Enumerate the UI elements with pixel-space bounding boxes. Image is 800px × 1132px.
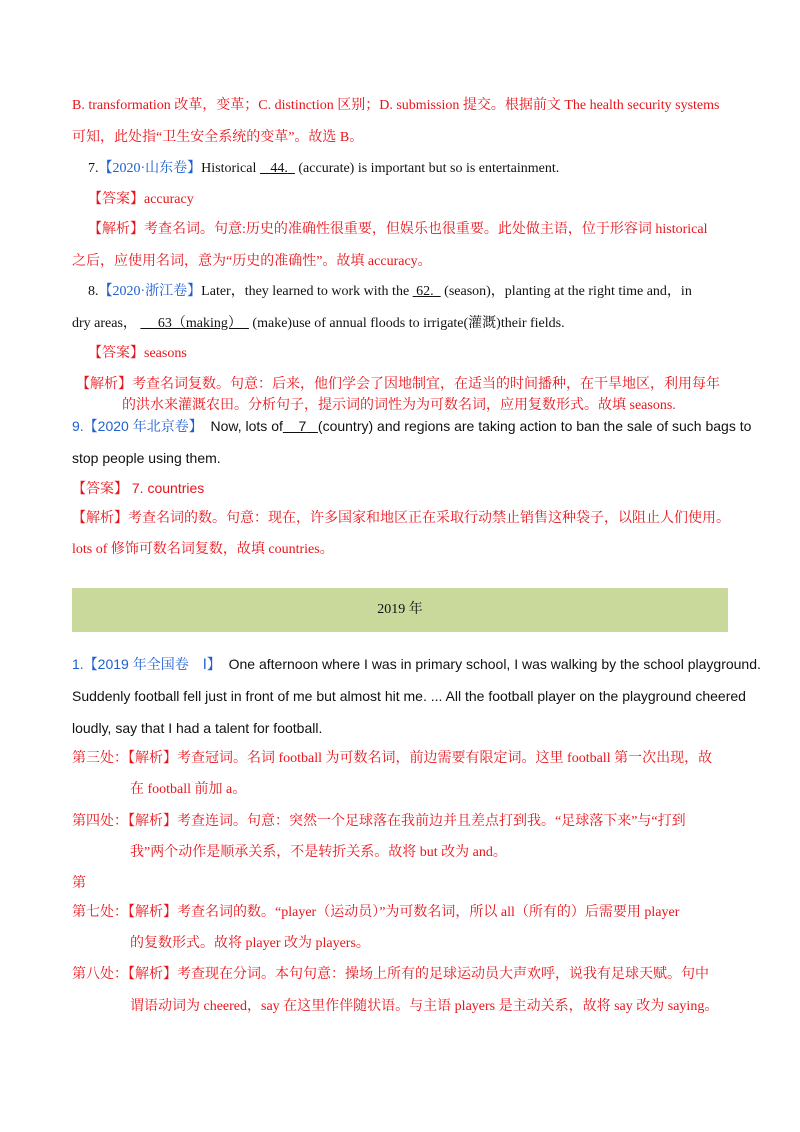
- answer-line: 【答案】 7. countries: [72, 480, 205, 496]
- correction-line: 的复数形式。故将 player 改为 players。: [130, 936, 370, 951]
- correction-line: 第: [72, 876, 86, 891]
- explanation-line: 【解析】考查名词的数。句意：现在，许多国家和地区正在采取行动禁止销售这种袋子，以阻止人们使用。: [72, 511, 730, 526]
- question-number: 8.: [88, 284, 99, 299]
- year-section-header: [72, 588, 728, 632]
- answer-line: 【答案】seasons: [88, 346, 187, 361]
- year-label: 2019 年: [377, 602, 423, 617]
- question-text: Later，they learned to work with the: [201, 284, 410, 299]
- question-text: (season)，planting at the right time and，in: [444, 284, 692, 299]
- correction-line: 我”两个动作是顺承关系，不是转折关系。故将 but 改为 and。: [130, 845, 507, 860]
- correction-line: 第七处：【解析】考查名词的数。“player（运动员）”为可数名词，所以 all（所有的）后需要用 player: [72, 905, 680, 920]
- question-text: (make)use of annual floods to irrigate(灌溉)their fields.: [252, 316, 565, 331]
- question-source: 9.【2020 年北京卷】: [72, 418, 203, 434]
- question-7: [88, 159, 559, 179]
- answer-line: 【答案】accuracy: [88, 192, 194, 207]
- question-9: [72, 416, 751, 436]
- correction-line: 谓语动词为 cheered，say 在这里作伴随状语。与主语 players 是主动关系，故将 say 改为 saying。: [130, 999, 719, 1014]
- question-number: 7.: [88, 161, 99, 176]
- correction-line: 第四处：【解析】考查连词。句意：突然一个足球落在我前边并且差点打到我。“足球落下来”与“打到: [72, 814, 686, 829]
- question-text: Historical: [201, 161, 257, 176]
- correction-line: 在 football 前加 a。: [130, 782, 247, 797]
- passage-line: [72, 654, 761, 674]
- question-8: [88, 282, 692, 302]
- passage-line: loudly, say that I had a talent for football.: [72, 720, 323, 736]
- question-source: 【2020·浙江卷】: [98, 284, 202, 299]
- passage-line: Suddenly football fell just in front of me but almost hit me. ... All the football player on the playground cheered: [72, 688, 746, 704]
- explanation-line: 之后，应使用名词，意为“历史的准确性”。故填 accuracy。: [72, 254, 432, 269]
- answer-blank: 63（making）: [157, 316, 242, 331]
- question-source: 1.【2019 年全国卷 Ⅰ】: [72, 656, 221, 672]
- text-line: B. transformation 改革，变革；C. distinction 区别；D. submission 提交。根据前文 The health security systems: [72, 98, 720, 113]
- answer-blank: 7: [298, 418, 307, 434]
- question-text: Now, lots of: [210, 418, 283, 434]
- answer-blank: 62.: [416, 284, 434, 299]
- answer-blank: 44.: [270, 161, 288, 176]
- question-9-line2: stop people using them.: [72, 450, 221, 466]
- question-text: (accurate) is important but so is entertainment.: [298, 161, 560, 176]
- explanation-line: 的洪水来灌溉农田。分析句子，提示词的词性为为可数名词，应用复数形式。故填 seasons.: [122, 398, 676, 413]
- text-line: 可知，此处指“卫生安全系统的变革”。故选 B。: [72, 130, 364, 145]
- correction-line: 第八处：【解析】考查现在分词。本句句意：操场上所有的足球运动员大声欢呼，说我有足球天赋。句中: [72, 967, 709, 982]
- explanation-line: lots of 修饰可数名词复数，故填 countries。: [72, 542, 334, 557]
- explanation-line: 【解析】考查名词。句意:历史的准确性很重要，但娱乐也很重要。此处做主语，位于形容词 historical: [88, 222, 708, 237]
- explanation-line: 【解析】考查名词复数。句意：后来，他们学会了因地制宜，在适当的时间播种，在干旱地区，利用每年: [76, 377, 720, 392]
- correction-line: 第三处：【解析】考查冠词。名词 football 为可数名词，前边需要有限定词。这里 football 第一次出现，故: [72, 751, 713, 766]
- question-source: 【2020·山东卷】: [98, 161, 202, 176]
- question-text: (country) and regions are taking action to ban the sale of such bags to: [317, 418, 752, 434]
- question-8-line2: [72, 314, 565, 334]
- passage-text: One afternoon where I was in primary school, I was walking by the school playground.: [228, 656, 761, 672]
- question-text: dry areas，: [72, 316, 137, 331]
